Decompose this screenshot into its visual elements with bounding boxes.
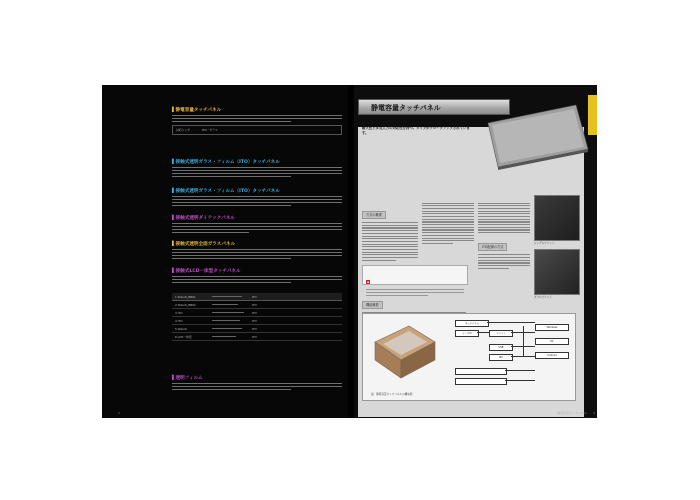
- left-page: [102, 85, 348, 418]
- block-diagram: [362, 313, 576, 401]
- section-heading: ▌接触式透明ガラス・フィルム（ITO）タッチパネル: [172, 189, 280, 194]
- intro-text: 静電容量タッチパネルはCapacitive Touch Panelとも呼ばれ、高い耐久性と多点入力の対応性を持つ。タイプがクロープアップされています。: [362, 121, 471, 135]
- spec-table: [172, 293, 342, 341]
- table-row: 4 ITO ITO: [172, 317, 342, 325]
- column-3: [478, 201, 530, 269]
- table-row: 6 LCD一体型 ITO: [172, 333, 342, 341]
- diagram-block: タッチパネル: [455, 320, 489, 327]
- diagram-block: [455, 378, 507, 385]
- section-title: 方式の概要: [362, 211, 386, 219]
- section-full-glass: [172, 241, 342, 259]
- diagram-block: Android: [535, 352, 569, 359]
- diagram-block: PC: [535, 338, 569, 345]
- page-title: 静電容量タッチパネル: [371, 104, 441, 112]
- section-heading: ▌静電容量タッチパネル: [172, 108, 222, 113]
- touch-panel-photo: [480, 101, 592, 171]
- info-box: 対応センサ ITO・ガラス: [172, 125, 342, 135]
- section-heading: ▌接触式透明全面ガラスパネル: [172, 242, 236, 247]
- section-title: ITO配線の方式: [478, 243, 507, 251]
- section-heading: ▌透明フィルム: [172, 376, 203, 381]
- photo-caption: ダブルプリント: [534, 296, 552, 299]
- section-ito-film: [172, 188, 342, 206]
- note-box: ◆: [362, 265, 468, 285]
- page-number-left: 2: [118, 411, 120, 415]
- column-2: [422, 201, 474, 244]
- right-page: [354, 85, 597, 418]
- page-number-right: 3: [593, 411, 595, 415]
- table-row: 3 ITO ITO: [172, 309, 342, 317]
- section-transparent-film: [172, 375, 342, 390]
- section-heading: ▌接触式LCD一体型タッチパネル: [172, 269, 241, 274]
- sensor-photo-1: [534, 195, 580, 241]
- table-row: 5 Nobuti ITO: [172, 325, 342, 333]
- diagram-block: [455, 368, 507, 375]
- column-1: [362, 201, 418, 261]
- section-heading: ▌接触式透明ガラス・フィルム（ITO）タッチパネル: [172, 160, 280, 165]
- magazine-spread: [102, 85, 597, 418]
- section-title: 機能概要: [362, 301, 383, 309]
- section-dietech: [172, 215, 342, 233]
- diagram-block: マイコン: [489, 330, 513, 337]
- section-ito-glass: [172, 159, 342, 177]
- section-heading: ▌接触式透明ダイテックパネル: [172, 216, 235, 221]
- panel-layer-illustration: [369, 320, 439, 382]
- diagram-block: I2C: [489, 354, 513, 361]
- diagram-block: USB: [489, 344, 513, 351]
- diagram-caption: 図 静電容量タッチパネルの構成例: [371, 393, 413, 396]
- table-row: 2 Nobuti_BB02 ITO: [172, 301, 342, 309]
- diagram-block: Windows: [535, 324, 569, 331]
- section-lcd: [172, 268, 342, 283]
- photo-caption: シングルプリント: [534, 242, 555, 245]
- page-footer: 静電容量タッチパネル: [557, 411, 587, 415]
- diagram-block: センサIC: [455, 330, 479, 337]
- sensor-photo-2: [534, 249, 580, 295]
- section-capacitive: [172, 107, 342, 135]
- table-row: 1 Nobuti_BB01 ITO: [172, 293, 342, 301]
